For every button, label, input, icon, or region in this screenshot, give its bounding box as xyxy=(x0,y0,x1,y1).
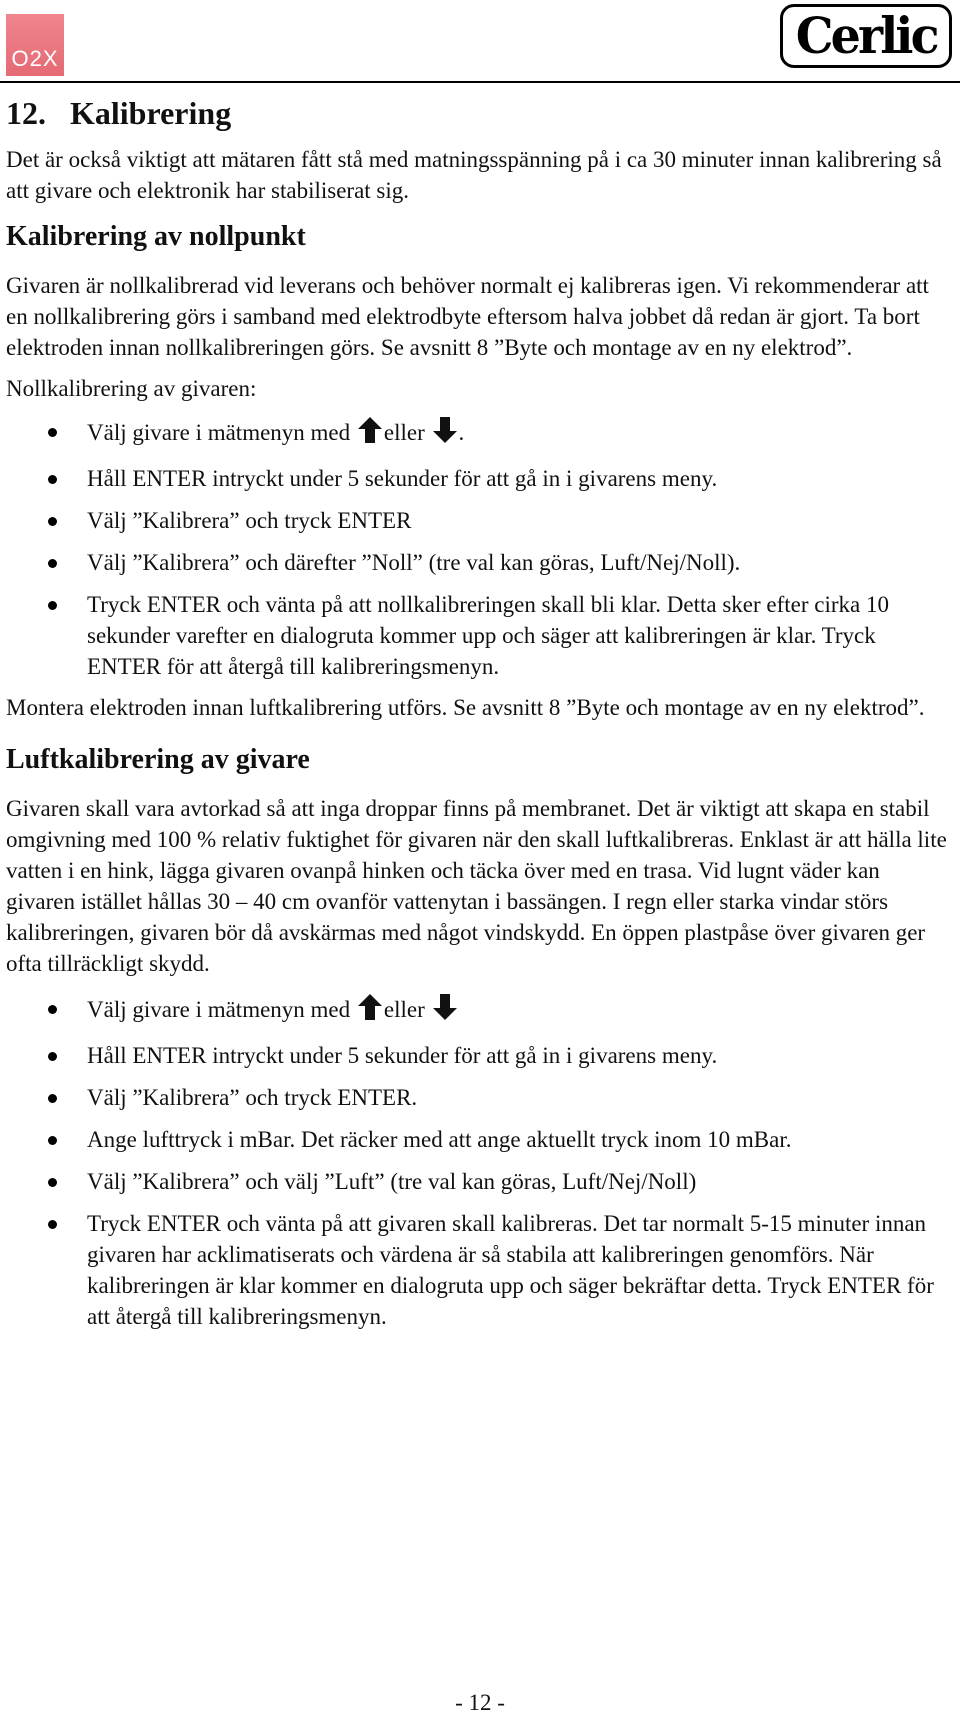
list-item xyxy=(6,1082,950,1113)
intro-paragraph: Det är också viktigt att mätaren fått stå med matningsspänning på i ca 30 minuter innan kalibrering så att givare och elektronik har stabiliserat sig. xyxy=(6,147,942,203)
cerlic-logo xyxy=(780,4,952,68)
list-item xyxy=(6,589,950,682)
list-item xyxy=(6,463,950,494)
header-divider xyxy=(0,81,960,83)
list-item xyxy=(6,547,950,578)
bullet-icon xyxy=(48,1052,57,1061)
nollpunkt-paragraph: Givaren är nollkalibrerad vid leverans och behöver normalt ej kalibreras igen. Vi rekommenderar att en nollkalibrering görs i samband med elektrodbyte eftersom halva jobbet då redan är gjort. Ta bort elektroden innan nollkalibreringen görs. Se avsnitt 8 ”Byte och montage av en ny elektrod”. xyxy=(6,273,929,360)
step-text: Tryck ENTER och vänta på att nollkalibreringen skall bli klar. Detta sker efter cirka 10 sekunder varefter en dialogruta kommer upp och säger att kalibreringen är klar. Tryck ENTER för att återgå till kalibreringsmenyn. xyxy=(87,592,889,679)
bullet-icon xyxy=(48,1220,57,1229)
bullet-icon xyxy=(48,1178,57,1187)
nollpunkt-steps xyxy=(6,416,950,682)
step-text: eller xyxy=(383,420,425,445)
list-item xyxy=(6,993,950,1029)
arrow-up-icon xyxy=(357,416,383,452)
bullet-icon xyxy=(48,1005,57,1014)
step-text: Håll ENTER intryckt under 5 sekunder för att gå in i givarens meny. xyxy=(87,1043,718,1068)
step-text: Håll ENTER intryckt under 5 sekunder för att gå in i givarens meny. xyxy=(87,466,718,491)
step-text: Välj ”Kalibrera” och tryck ENTER. xyxy=(87,1085,418,1110)
step-text: Ange lufttryck i mBar. Det räcker med att ange aktuellt tryck inom 10 mBar. xyxy=(87,1127,792,1152)
bullet-icon xyxy=(48,1136,57,1145)
section-title-text: Kalibrering xyxy=(70,95,232,131)
arrow-down-icon xyxy=(432,993,458,1029)
luft-steps xyxy=(6,993,950,1332)
nollpunkt-list-intro: Nollkalibrering av givaren: xyxy=(6,376,257,401)
luft-heading: Luftkalibrering av givare xyxy=(6,744,310,775)
o2x-logo-text: O2X xyxy=(11,46,59,71)
page-number: - 12 - xyxy=(455,1690,505,1715)
arrow-down-icon xyxy=(432,416,458,452)
page-content xyxy=(6,94,950,1332)
list-item xyxy=(6,1166,950,1197)
nollpunkt-after-list: Montera elektroden innan luftkalibrering utförs. Se avsnitt 8 ”Byte och montage av en ny elektrod”. xyxy=(6,695,925,720)
step-text: . xyxy=(458,420,465,445)
step-text: Välj ”Kalibrera” och tryck ENTER xyxy=(87,508,412,533)
bullet-icon xyxy=(48,475,57,484)
step-text: Välj givare i mätmenyn med xyxy=(87,997,351,1022)
list-item xyxy=(6,505,950,536)
list-item xyxy=(6,1040,950,1071)
step-text: Välj ”Kalibrera” och välj ”Luft” (tre val kan göras, Luft/Nej/Noll) xyxy=(87,1169,697,1194)
page-header xyxy=(0,0,960,84)
step-text: Välj ”Kalibrera” och därefter ”Noll” (tre val kan göras, Luft/Nej/Noll). xyxy=(87,550,741,575)
step-text: eller xyxy=(383,997,425,1022)
bullet-icon xyxy=(48,517,57,526)
bullet-icon xyxy=(48,559,57,568)
step-text: Välj givare i mätmenyn med xyxy=(87,420,351,445)
section-number: 12. xyxy=(6,95,46,131)
nollpunkt-heading: Kalibrering av nollpunkt xyxy=(6,221,306,252)
section-title xyxy=(6,94,950,132)
arrow-up-icon xyxy=(357,993,383,1029)
list-item xyxy=(6,1124,950,1155)
cerlic-logo-text: Cerlic xyxy=(795,6,937,65)
luft-paragraph: Givaren skall vara avtorkad så att inga droppar finns på membranet. Det är viktigt att skapa en stabil omgivning med 100 % relativ fuktighet för givaren när den skall luftkalibreras. Enklast är att hälla lite vatten i en hink, lägga givaren ovanpå hinken och täcka över med en trasa. Vid lugnt väder kan givaren istället hållas 30 – 40 cm ovanför vattenytan i bassängen. I regn eller starka vindar störs kalibreringen, givaren bör då avskärmas med något vindskydd. En öppen plastpåse över givaren ger ofta tillräckligt skydd. xyxy=(6,796,947,976)
o2x-logo xyxy=(6,14,64,76)
step-text: Tryck ENTER och vänta på att givaren skall kalibreras. Det tar normalt 5-15 minuter innan givaren har acklimatiserats och värdena är så stabila att kalibreringen genomförs. När kalibreringen är klar kommer en dialogruta upp och säger bekräftar detta. Tryck ENTER för att återgå till kalibreringsmenyn. xyxy=(87,1211,934,1329)
bullet-icon xyxy=(48,428,57,437)
bullet-icon xyxy=(48,1094,57,1103)
list-item xyxy=(6,416,950,452)
bullet-icon xyxy=(48,601,57,610)
list-item xyxy=(6,1208,950,1332)
